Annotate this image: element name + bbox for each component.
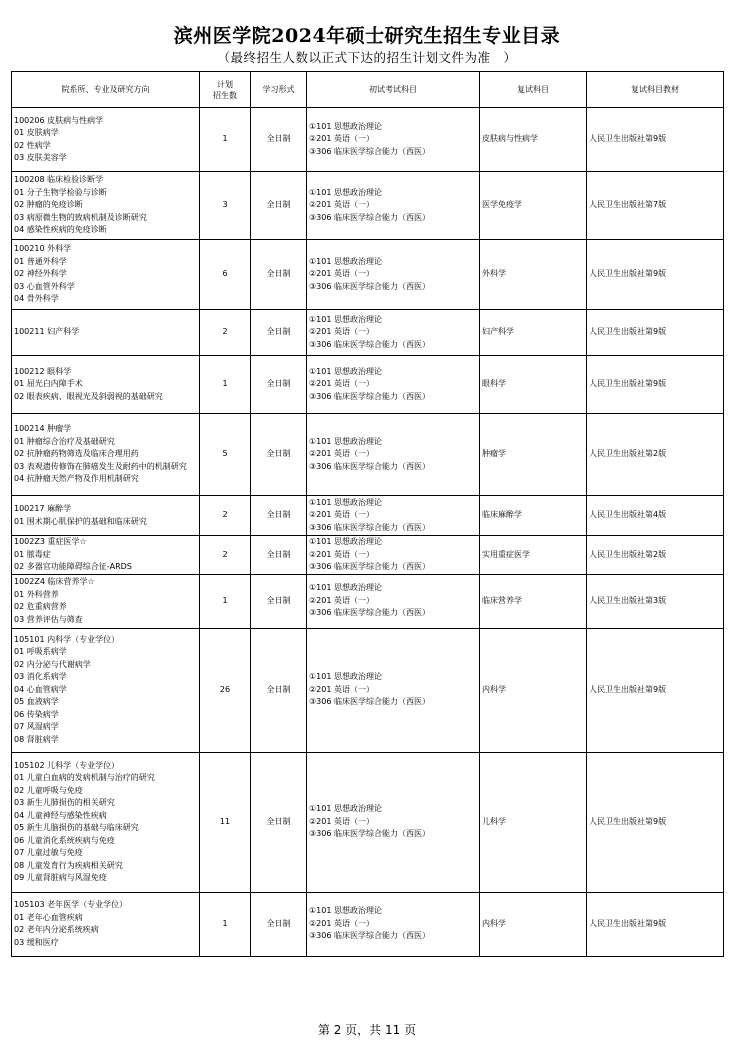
exam-subject: ③306 临床医学综合能力（西医） [309, 829, 430, 839]
table-row [12, 574, 724, 628]
program-cell [12, 240, 200, 310]
study-mode-cell: 全日制 [251, 172, 307, 240]
research-direction: 08 肾脏病学 [14, 734, 59, 744]
table-row [12, 628, 724, 752]
initial-exam-cell [307, 310, 480, 356]
exam-subject: ②201 英语（一） [309, 379, 374, 389]
exam-subject: ②201 英语（一） [309, 595, 374, 605]
research-direction: 02 抗肿瘤药物筛选及临床合理用药 [14, 449, 139, 459]
research-direction: 01 围术期心肌保护的基础和临床研究 [14, 516, 147, 526]
quota-cell: 1 [200, 574, 251, 628]
quota-cell: 2 [200, 536, 251, 575]
textbook-cell: 人民卫生出版社第9版 [587, 310, 724, 356]
exam-subject: ①101 思想政治理论 [309, 436, 382, 446]
table-row [12, 536, 724, 575]
research-direction: 03 皮肤美容学 [14, 153, 67, 162]
research-direction: 05 新生儿脑损伤的基础与临床研究 [14, 823, 139, 832]
program-cell [12, 628, 200, 752]
program-name: 105103 老年医学（专业学位） [14, 900, 128, 909]
initial-exam-cell [307, 496, 480, 536]
quota-cell: 1 [200, 356, 251, 414]
research-direction: 04 感染性疾病的免疫诊断 [14, 225, 107, 235]
exam-subject: ③306 临床医学综合能力（西医） [309, 212, 430, 222]
quota-cell: 3 [200, 172, 251, 240]
research-direction: 02 眼表疾病、眼视光及斜弱视的基础研究 [14, 391, 163, 401]
research-direction: 07 儿童过敏与免疫 [14, 848, 83, 857]
program-name: 105101 内科学（专业学位） [14, 634, 120, 644]
retest-subject-cell: 皮肤病与性病学 [480, 108, 587, 172]
program-cell [12, 496, 200, 536]
textbook-cell: 人民卫生出版社第9版 [587, 108, 724, 172]
study-mode-cell: 全日制 [251, 752, 307, 892]
research-direction: 01 肿瘤综合治疗及基础研究 [14, 436, 115, 446]
retest-subject-cell: 妇产科学 [480, 310, 587, 356]
research-direction: 02 神经外科学 [14, 269, 67, 279]
research-direction: 04 骨外科学 [14, 294, 59, 304]
research-direction: 01 脓毒症 [14, 549, 51, 559]
exam-subject: ③306 临床医学综合能力（西医） [309, 461, 430, 471]
research-direction: 01 皮肤病学 [14, 128, 59, 137]
textbook-cell: 人民卫生出版社第3版 [587, 574, 724, 628]
exam-subject: ③306 临床医学综合能力（西医） [309, 391, 430, 401]
textbook-cell: 人民卫生出版社第9版 [587, 752, 724, 892]
retest-subject-cell: 实用重症医学 [480, 536, 587, 575]
retest-subject-cell: 内科学 [480, 628, 587, 752]
research-direction: 04 心血管病学 [14, 684, 67, 694]
exam-subject: ②201 英语（一） [309, 134, 374, 144]
exam-subject: ①101 思想政治理论 [309, 366, 382, 376]
retest-subject-cell: 肿瘤学 [480, 414, 587, 496]
quota-cell: 26 [200, 628, 251, 752]
research-direction: 04 抗肿瘤天然产物及作用机制研究 [14, 474, 139, 484]
exam-subject: ①101 思想政治理论 [309, 537, 382, 546]
study-mode-cell: 全日制 [251, 536, 307, 575]
study-mode-cell: 全日制 [251, 240, 307, 310]
program-name: 100208 临床检验诊断学 [14, 175, 104, 185]
retest-subject-cell: 儿科学 [480, 752, 587, 892]
research-direction: 01 屈光白内障手术 [14, 379, 83, 389]
research-direction: 03 消化系病学 [14, 672, 67, 682]
initial-exam-cell [307, 628, 480, 752]
research-direction: 01 分子生物学检验与诊断 [14, 187, 107, 197]
exam-subject: ③306 临床医学综合能力（西医） [309, 522, 430, 532]
research-direction: 02 老年内分泌系统疾病 [14, 925, 99, 934]
textbook-cell: 人民卫生出版社第4版 [587, 496, 724, 536]
research-direction: 02 内分泌与代谢病学 [14, 659, 91, 669]
research-direction: 01 普通外科学 [14, 256, 67, 266]
initial-exam-cell [307, 240, 480, 310]
research-direction: 06 儿童消化系统疾病与免疫 [14, 835, 115, 845]
program-cell [12, 892, 200, 956]
program-catalog-table [11, 71, 724, 957]
program-cell [12, 108, 200, 172]
research-direction: 07 风湿病学 [14, 722, 59, 732]
exam-subject: ②201 英语（一） [309, 816, 374, 826]
study-mode-cell: 全日制 [251, 574, 307, 628]
exam-subject: ①101 思想政治理论 [309, 256, 382, 266]
research-direction: 03 缓和医疗 [14, 937, 59, 947]
program-name: 1002Z4 临床营养学☆ [14, 577, 95, 586]
program-name: 100212 眼科学 [14, 366, 72, 376]
exam-subject: ①101 思想政治理论 [309, 187, 382, 197]
initial-exam-cell [307, 892, 480, 956]
initial-exam-cell [307, 536, 480, 575]
exam-subject: ③306 临床医学综合能力（西医） [309, 562, 430, 571]
quota-cell: 11 [200, 752, 251, 892]
table-row [12, 892, 724, 956]
header-quota: 计划 招生数 [200, 72, 251, 108]
program-cell [12, 536, 200, 575]
research-direction: 04 儿童神经与感染性疾病 [14, 810, 107, 820]
quota-cell: 6 [200, 240, 251, 310]
exam-subject: ③306 临床医学综合能力（西医） [309, 146, 430, 156]
research-direction: 06 传染病学 [14, 709, 59, 719]
page-number: 第 2 页，共 11 页 [317, 1023, 417, 1037]
quota-cell: 1 [200, 892, 251, 956]
exam-subject: ②201 英语（一） [309, 200, 374, 210]
textbook-cell: 人民卫生出版社第9版 [587, 628, 724, 752]
program-name: 105102 儿科学（专业学位） [14, 760, 120, 770]
exam-subject: ①101 思想政治理论 [309, 583, 382, 593]
table-row [12, 356, 724, 414]
exam-subject: ②201 英语（一） [309, 549, 374, 559]
table-row [12, 310, 724, 356]
study-mode-cell: 全日制 [251, 628, 307, 752]
page-title: 滨州医学院2024年硕士研究生招生专业目录 [173, 25, 561, 47]
program-cell [12, 752, 200, 892]
retest-subject-cell: 医学免疫学 [480, 172, 587, 240]
table-row [12, 108, 724, 172]
exam-subject: ①101 思想政治理论 [309, 497, 382, 507]
initial-exam-cell [307, 574, 480, 628]
program-cell [12, 356, 200, 414]
exam-subject: ③306 临床医学综合能力（西医） [309, 608, 430, 618]
program-cell [12, 310, 200, 356]
research-direction: 03 表观遗传修饰在肺癌发生及耐药中的机制研究 [14, 461, 187, 471]
header-mode: 学习形式 [251, 72, 307, 108]
research-direction: 02 肿瘤的免疫诊断 [14, 200, 83, 210]
research-direction: 01 外科营养 [14, 589, 59, 599]
research-direction: 09 儿童肾脏病与风湿免疫 [14, 873, 107, 882]
research-direction: 01 儿童白血病的发病机制与治疗的研究 [14, 773, 155, 782]
exam-subject: ③306 临床医学综合能力（西医） [309, 281, 430, 291]
retest-subject-cell: 外科学 [480, 240, 587, 310]
study-mode-cell: 全日制 [251, 356, 307, 414]
study-mode-cell: 全日制 [251, 310, 307, 356]
initial-exam-cell [307, 108, 480, 172]
initial-exam-cell [307, 172, 480, 240]
research-direction: 02 多器官功能障碍综合征-ARDS [14, 562, 132, 571]
exam-subject: ②201 英语（一） [309, 510, 374, 520]
retest-subject-cell: 眼科学 [480, 356, 587, 414]
exam-subject: ②201 英语（一） [309, 918, 374, 928]
exam-subject: ②201 英语（一） [309, 684, 374, 694]
program-cell [12, 574, 200, 628]
research-direction: 01 老年心血管疾病 [14, 912, 83, 922]
program-name: 100214 肿瘤学 [14, 424, 72, 434]
initial-exam-cell [307, 752, 480, 892]
table-header-row [12, 72, 724, 108]
table-row [12, 752, 724, 892]
page-subtitle: （最终招生人数以正式下达的招生计划文件为准 ） [217, 50, 517, 65]
exam-subject: ③306 临床医学综合能力（西医） [309, 339, 430, 349]
exam-subject: ①101 思想政治理论 [309, 672, 382, 682]
textbook-cell: 人民卫生出版社第7版 [587, 172, 724, 240]
quota-cell: 1 [200, 108, 251, 172]
exam-subject: ②201 英语（一） [309, 449, 374, 459]
table-row [12, 240, 724, 310]
quota-cell: 2 [200, 310, 251, 356]
retest-subject-cell: 临床麻醉学 [480, 496, 587, 536]
exam-subject: ①101 思想政治理论 [309, 314, 382, 324]
exam-subject: ①101 思想政治理论 [309, 121, 382, 131]
study-mode-cell: 全日制 [251, 496, 307, 536]
quota-cell: 5 [200, 414, 251, 496]
header-retest: 复试科目 [480, 72, 587, 108]
research-direction: 03 心血管外科学 [14, 281, 75, 291]
research-direction: 03 营养评估与筛查 [14, 614, 83, 624]
program-cell [12, 172, 200, 240]
exam-subject: ②201 英语（一） [309, 327, 374, 337]
textbook-cell: 人民卫生出版社第2版 [587, 536, 724, 575]
study-mode-cell: 全日制 [251, 892, 307, 956]
table-row [12, 496, 724, 536]
quota-cell: 2 [200, 496, 251, 536]
table-body [12, 108, 724, 957]
research-direction: 05 血液病学 [14, 697, 59, 707]
research-direction: 01 呼吸系病学 [14, 647, 67, 657]
exam-subject: ①101 思想政治理论 [309, 906, 382, 916]
textbook-cell: 人民卫生出版社第9版 [587, 892, 724, 956]
textbook-cell: 人民卫生出版社第9版 [587, 356, 724, 414]
research-direction: 03 新生儿肺损伤的相关研究 [14, 798, 115, 807]
research-direction: 03 病原微生物的致病机制及诊断研究 [14, 212, 147, 222]
research-direction: 02 儿童呼吸与免疫 [14, 785, 83, 795]
textbook-cell: 人民卫生出版社第9版 [587, 240, 724, 310]
initial-exam-cell [307, 356, 480, 414]
research-direction: 02 危重病营养 [14, 602, 67, 611]
program-name: 100206 皮肤病与性病学 [14, 115, 104, 125]
header-textbook: 复试科目教材 [587, 72, 724, 108]
program-name: 1002Z3 重症医学☆ [14, 537, 87, 546]
header-program: 院系所、专业及研究方向 [12, 72, 200, 108]
table-row [12, 414, 724, 496]
exam-subject: ③306 临床医学综合能力（西医） [309, 931, 430, 941]
retest-subject-cell: 临床营养学 [480, 574, 587, 628]
table-row [12, 172, 724, 240]
retest-subject-cell: 内科学 [480, 892, 587, 956]
program-name: 100211 妇产科学 [14, 327, 80, 337]
research-direction: 08 儿童发育行为疾病相关研究 [14, 860, 123, 870]
header-initial-exam: 初试考试科目 [307, 72, 480, 108]
program-name: 100217 麻醉学 [14, 504, 72, 513]
program-name: 100210 外科学 [14, 244, 72, 254]
research-direction: 02 性病学 [14, 140, 51, 150]
initial-exam-cell [307, 414, 480, 496]
exam-subject: ③306 临床医学综合能力（西医） [309, 697, 430, 707]
study-mode-cell: 全日制 [251, 414, 307, 496]
exam-subject: ①101 思想政治理论 [309, 804, 382, 814]
program-cell [12, 414, 200, 496]
textbook-cell: 人民卫生出版社第2版 [587, 414, 724, 496]
study-mode-cell: 全日制 [251, 108, 307, 172]
exam-subject: ②201 英语（一） [309, 269, 374, 279]
